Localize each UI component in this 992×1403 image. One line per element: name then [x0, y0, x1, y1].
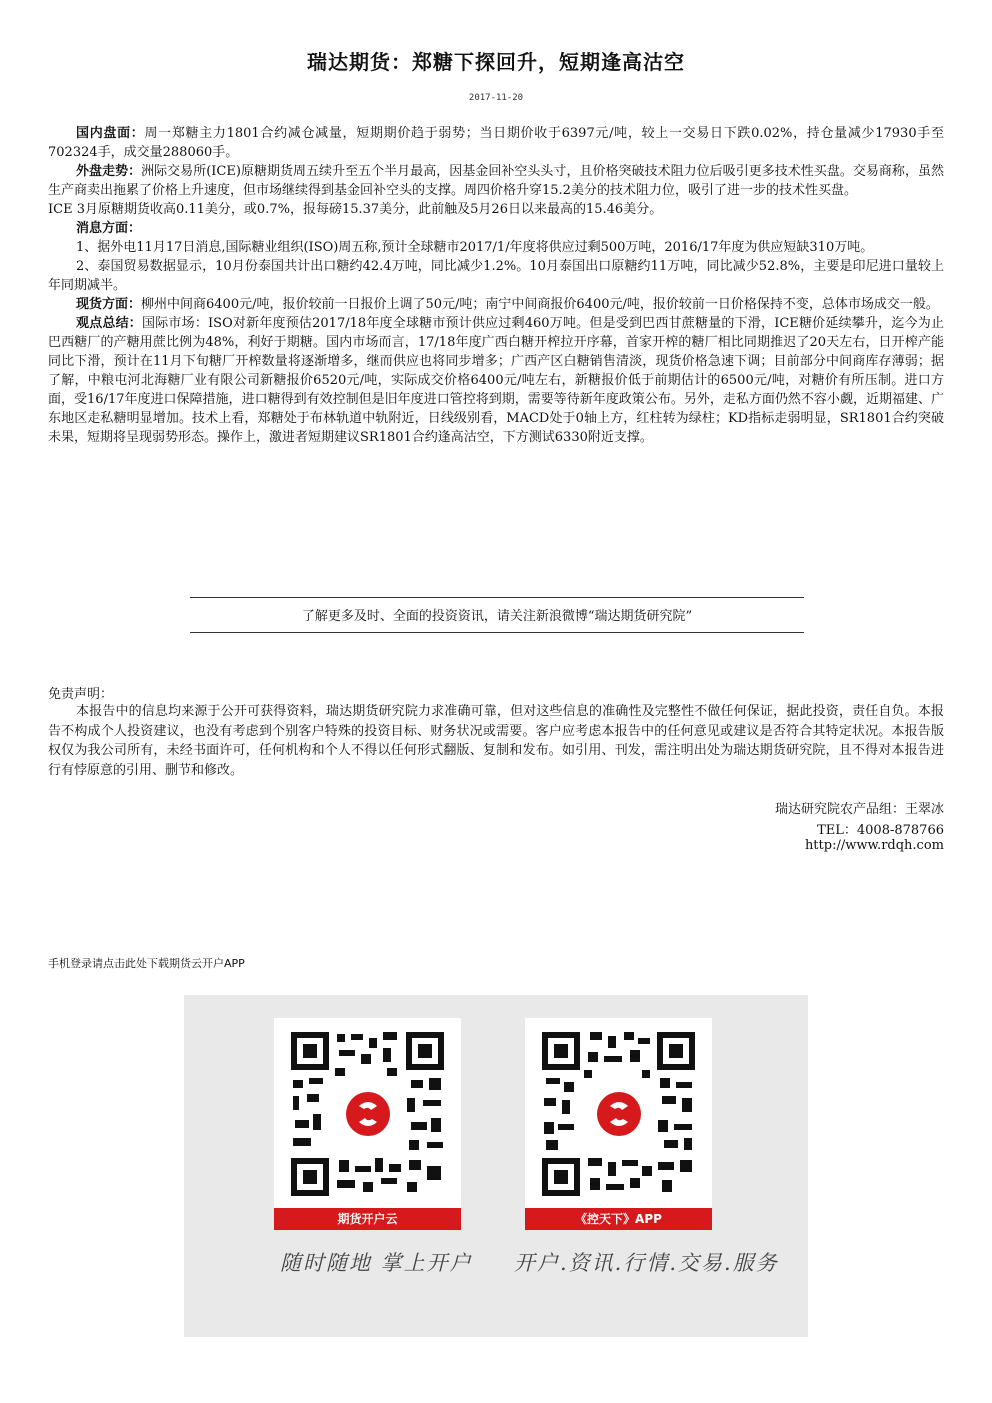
qr-label-kongtianxia: 《控天下》APP [525, 1208, 712, 1230]
foreign-label: 外盘走势： [76, 164, 142, 179]
ice-line: ICE 3月原糖期货收高0.11美分，或0.7%，报每磅15.37美分，此前触及5月26日以来最高的15.46美分。 [48, 202, 663, 217]
signature-url[interactable]: http://www.rdqh.com [804, 838, 944, 853]
follow-weibo-text: 了解更多及时、全面的投资资讯，请关注新浪微博“瑞达期货研究院” [301, 609, 693, 624]
app-promo-panel [184, 995, 808, 1337]
disclaimer-text: 本报告中的信息均来源于公开可获得资料，瑞达期货研究院力求准确可靠，但对这些信息的准确性及完整性不做任何保证，据此投资，责任自负。本报告不构成个人投资建议，也没有考虑到个别客户特殊的投资目标、财务状况或需要。客户应考虑本报告中的任何意见或建议是否符合其特定状况。本报告版权仅为我公司所有，未经书面许可，任何机构和个人不得以任何形式翻版、复制和发布。如引用、刊发，需注明出处为瑞达期货研究院，且不得对本报告进行有悖原意的引用、删节和修改。 [48, 704, 944, 778]
view-label: 观点总结： [76, 316, 143, 331]
divider-top [190, 597, 804, 598]
spot-paragraph [48, 295, 944, 314]
qr-card-kongtianxia[interactable] [525, 1018, 712, 1230]
news-item-2: 2、泰国贸易数据显示，10月份泰国共计出口糖约42.4万吨，同比减少1.2%。10月泰国出口原糖约11万吨，同比减少52.8%，主要是印尼进口量较上年同期减半。 [48, 259, 944, 293]
news-label: 消息方面： [76, 221, 142, 236]
view-paragraph [48, 314, 944, 447]
report-body [48, 124, 944, 447]
news-item-1: 1、据外电11月17日消息,国际糖业组织(ISO)周五称,预计全球糖市2017/1/年度将供应过剩500万吨，2016/17年度为供应短缺310万吨。 [76, 240, 874, 255]
divider-bottom [190, 632, 804, 633]
view-text: 国际市场：ISO对新年度预估2017/18年度全球糖市预计供应过剩460万吨。但是受到巴西甘蔗糖量的下滑，ICE糖价延续攀升，迄今为止巴西糖厂的产糖用蔗比例为48%，利好于期糖。国内市场而言，17/18年度广西白糖开榨拉开序幕，首家开榨的糖厂相比同期推迟了20天左右，日开榨产能同比下滑，预计在11月下旬糖厂开榨数量将逐渐增多，继而供应也将同步增多；广西产区白糖销售清淡，现货价格急速下调；目前部分中间商库存薄弱；据了解，中粮屯河北海糖厂业有限公司新糖报价6520元/吨，实际成交价格6400元/吨左右，新糖报价低于前期估计的6500元/吨，对糖价有所压制。进口方面，受16/17年度进口保障措施，进口糖得到有效控制但是旧年度进口管控将到期，需要等待新年度政策公布。另外，走私方面仍然不容小觑，近期福建、广东地区走私糖明显增加。技术上看，郑糖处于布林轨道中轨附近，日线级别看，MACD处于0轴上方，红柱转为绿柱；KD指标走弱明显，SR1801合约突破未果，短期将呈现弱势形态。操作上，激进者短期建议SR1801合约逢高沽空，下方测试6330附近支撑。 [48, 316, 944, 445]
domestic-label: 国内盘面： [76, 126, 145, 141]
slogan-right: 开户.资讯.行情.交易.服务 [514, 1251, 779, 1275]
domestic-text: 周一郑糖主力1801合约减仓减量，短期期价趋于弱势；当日期价收于6397元/吨，较上一交易日下跌0.02%，持仓量减少17930手至702324手，成交量288060手。 [48, 126, 944, 160]
qr-card-futures-cloud[interactable] [274, 1018, 461, 1230]
qr-label-futures-cloud: 期货开户云 [274, 1208, 461, 1230]
signature-tel: TEL：4008-878766 [817, 823, 944, 838]
domestic-paragraph [48, 124, 944, 162]
page-title: 瑞达期货：郑糖下探回升，短期逢高沽空 [307, 50, 685, 74]
qr-code-icon [538, 1028, 699, 1200]
foreign-text: 洲际交易所(ICE)原糖期货周五续升至五个半月最高，因基金回补空头头寸，且价格突破技术阻力位后吸引更多技术性买盘。交易商称，虽然生产商卖出拖累了价格上升速度，但市场继续得到基金回补空头的支撑。周四价格升穿15.2美分的技术阻力位，吸引了进一步的技术性买盘。 [48, 164, 944, 198]
spot-text: 柳州中间商6400元/吨，报价较前一日报价上调了50元/吨；南宁中间商报价6400元/吨，报价较前一日价格保持不变，总体市场成交一般。 [141, 297, 939, 312]
app-download-link[interactable]: 手机登录请点击此处下载期货云开户APP [48, 957, 245, 970]
report-date: 2017-11-20 [468, 93, 524, 103]
signature-group: 瑞达研究院农产品组：王翠冰 [774, 802, 944, 817]
slogan-left: 随时随地 掌上开户 [280, 1251, 473, 1275]
qr-code-icon [287, 1028, 448, 1200]
foreign-paragraph [48, 162, 944, 200]
disclaimer-title: 免责声明： [48, 687, 114, 702]
spot-label: 现货方面： [76, 297, 142, 312]
